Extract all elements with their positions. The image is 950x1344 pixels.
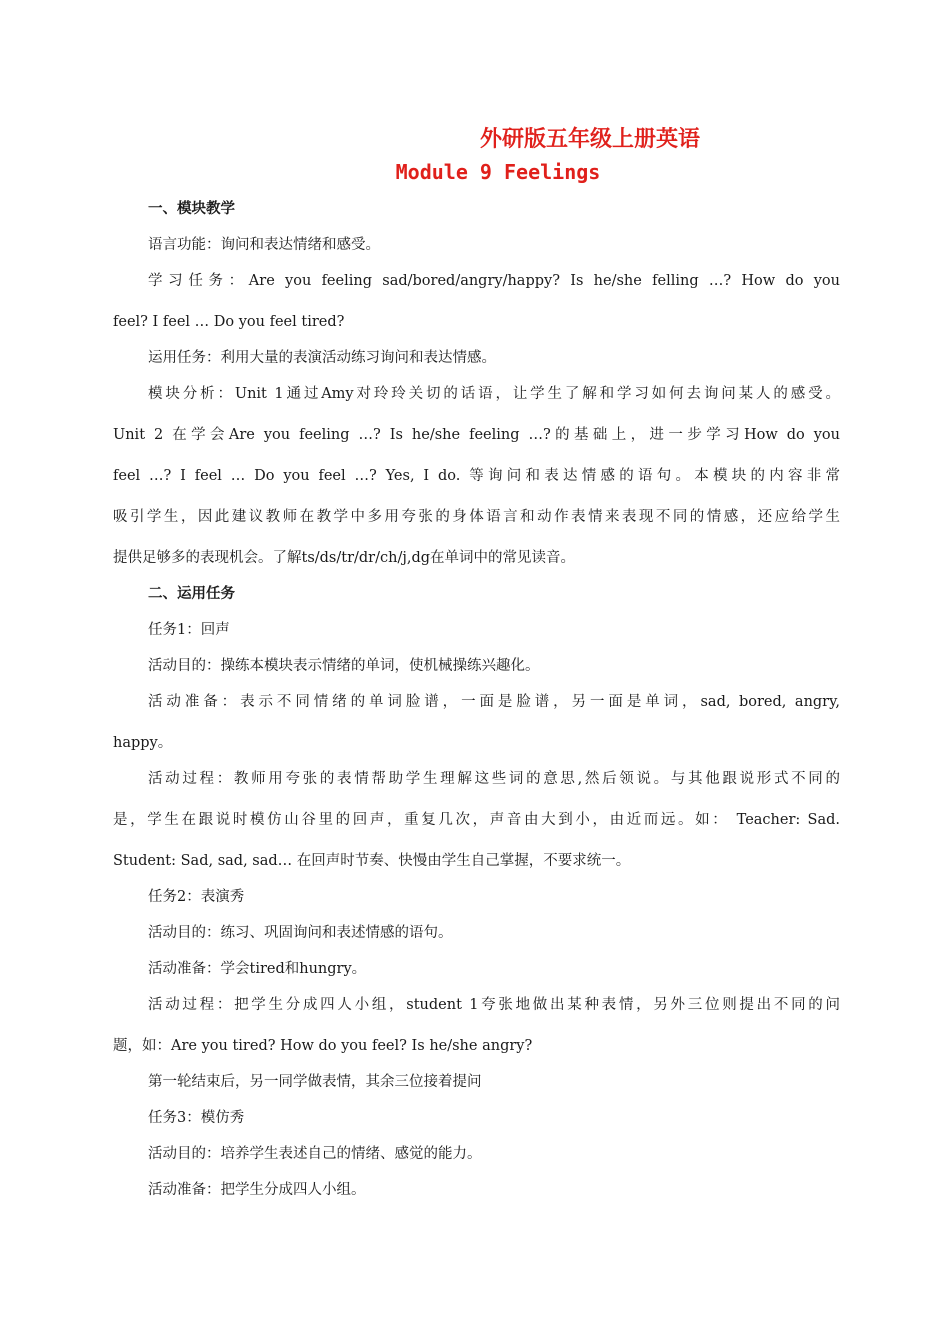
paragraph-line: 活动目的：操练本模块表示情绪的单词，使机械操练兴趣化。 [148,658,540,674]
paragraph-line: feel? I feel … Do you feel tired? [113,314,345,330]
paragraph-line: feel …? I feel … Do you feel …? Yes, I do. 等询问和表达情感的语句。本模块的内容非常 [113,468,840,484]
paragraph-line: 活动准备：学会tired和hungry。 [148,961,367,977]
paragraph-line: 第一轮结束后，另一同学做表情，其余三位接着提问 [148,1074,482,1090]
paragraph-line: 活动过程：把学生分成四人小组，student 1夸张地做出某种表情，另外三位则提出不同的问 [148,997,840,1013]
task-heading: 任务1：回声 [148,622,230,638]
paragraph-line: 提供足够多的表现机会。了解ts/ds/tr/dr/ch/j,dg在单词中的常见读音。 [113,550,576,566]
paragraph-line: 语言功能：询问和表达情绪和感受。 [148,237,380,253]
paragraph-line: 题，如：Are you tired? How do you feel? Is he/she angry? [113,1038,533,1054]
paragraph-line: 活动准备：表示不同情绪的单词脸谱，一面是脸谱，另一面是单词，sad, bored, angry, [148,694,840,710]
paragraph-line: 活动过程：教师用夸张的表情帮助学生理解这些词的意思,然后领说。与其他跟说形式不同的 [148,771,840,787]
paragraph-line: Student: Sad, sad, sad… 在回声时节奏、快慢由学生自己掌握，不要求统一。 [113,853,631,869]
paragraph-line: 活动目的：培养学生表述自己的情绪、感觉的能力。 [148,1146,482,1162]
paragraph-line: Unit 2 在学会Are you feeling …? Is he/she feeling …?的基础上，进一步学习How do you [113,427,840,443]
paragraph-line: 吸引学生，因此建议教师在教学中多用夸张的身体语言和动作表情来表现不同的情感，还应给学生 [113,509,840,525]
paragraph-line: 运用任务：利用大量的表演活动练习询问和表达情感。 [148,350,496,366]
paragraph-line: 模块分析：Unit 1通过Amy对玲玲关切的话语，让学生了解和学习如何去询问某人的感受。 [148,386,840,402]
task-heading: 任务3：模仿秀 [148,1110,245,1126]
paragraph-line: 是，学生在跟说时模仿山谷里的回声，重复几次，声音由大到小，由近而远。如： Teacher: Sad. [113,812,840,828]
section-heading: 二、运用任务 [148,586,235,602]
document-title: 外研版五年级上册英语 [480,127,701,152]
paragraph-line: 学习任务：Are you feeling sad/bored/angry/happy? Is he/she felling …? How do you [148,273,840,289]
section-heading: 一、模块教学 [148,201,235,217]
paragraph-line: happy。 [113,735,173,751]
paragraph-line: 活动准备：把学生分成四人小组。 [148,1182,366,1198]
module-title: Module 9 Feelings [395,160,601,184]
task-heading: 任务2：表演秀 [148,889,245,905]
paragraph-line: 活动目的：练习、巩固询问和表述情感的语句。 [148,925,453,941]
